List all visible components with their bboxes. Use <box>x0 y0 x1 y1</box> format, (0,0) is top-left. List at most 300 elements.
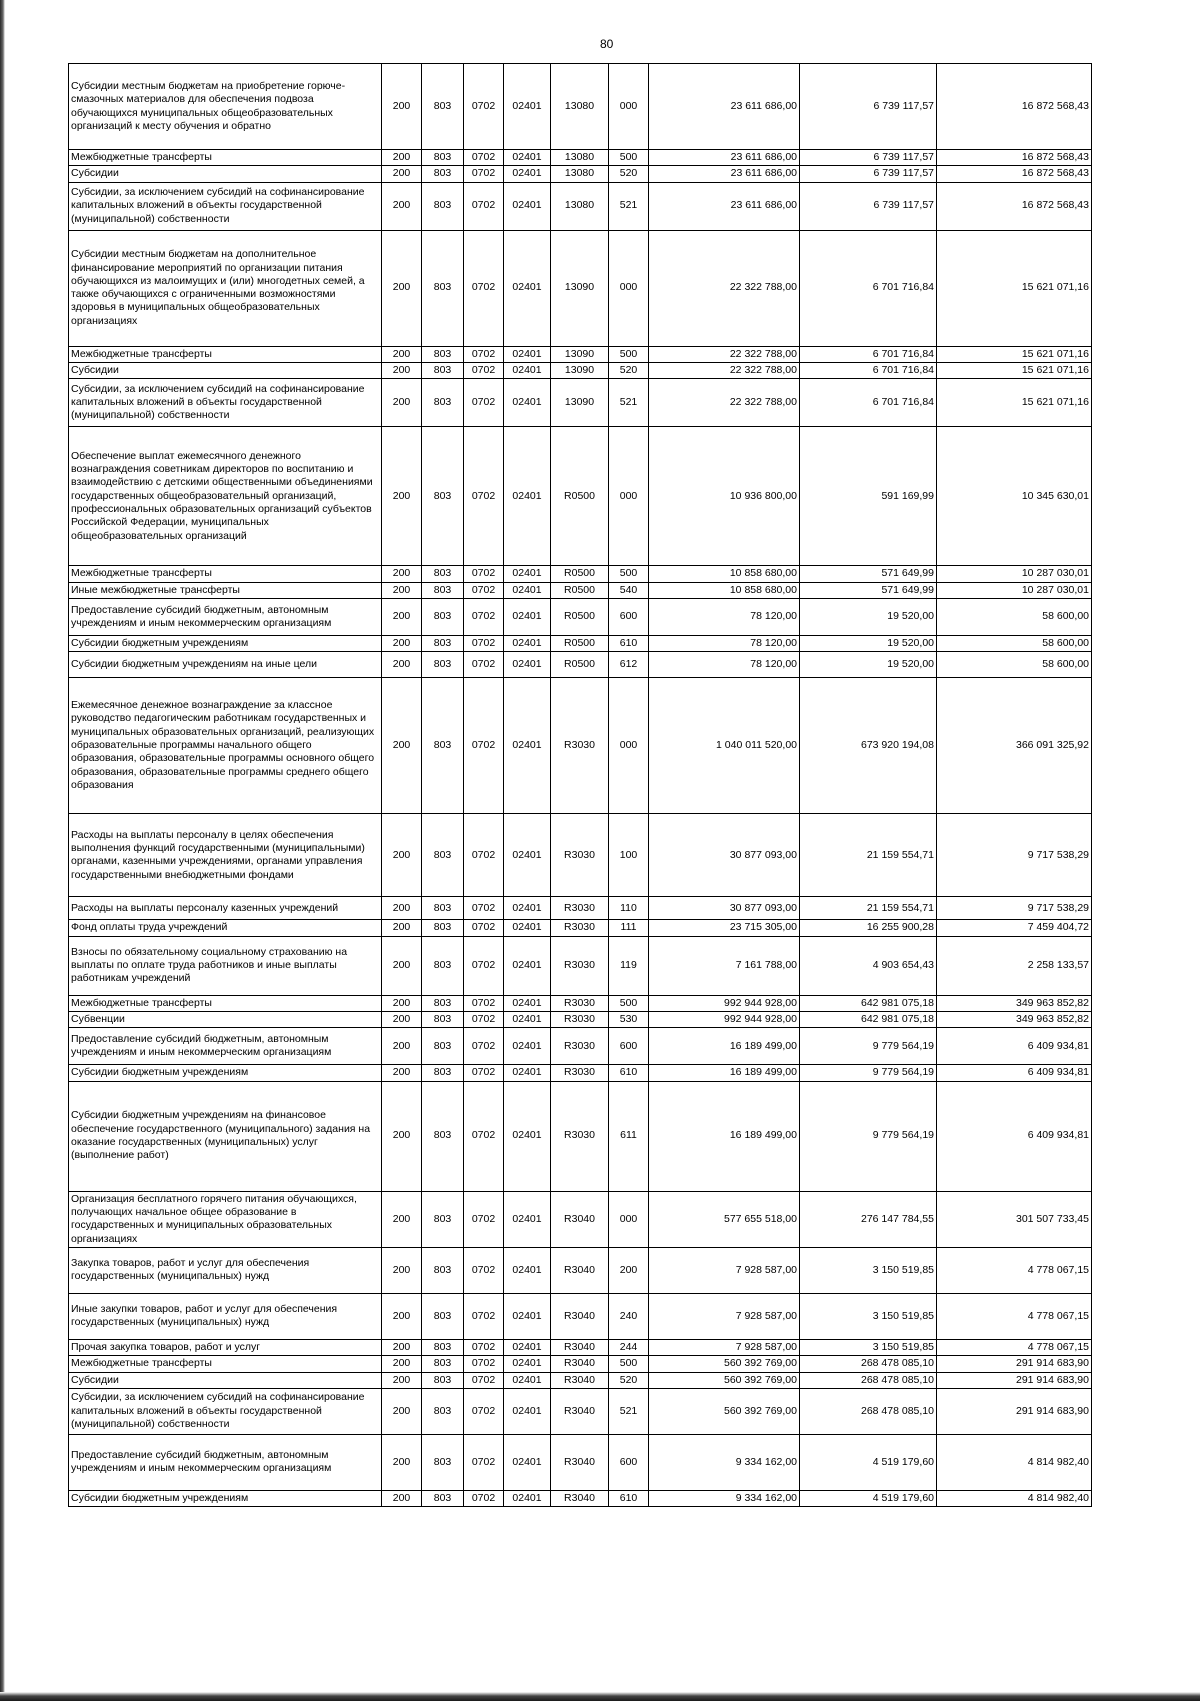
row-vr: 100 <box>609 814 649 897</box>
row-prog: 02401 <box>504 582 551 598</box>
row-rzpr: 0702 <box>464 1191 504 1247</box>
row-rzpr: 0702 <box>464 936 504 995</box>
row-vr: 600 <box>609 1028 649 1065</box>
row-prog: 02401 <box>504 1293 551 1339</box>
row-sum-plan: 23 611 686,00 <box>649 150 800 166</box>
row-vr: 521 <box>609 1388 649 1434</box>
row-dir: R3040 <box>551 1191 609 1247</box>
row-name: Обеспечение выплат ежемесячного денежного вознаграждения советникам директоров по воспитанию и взаимодействию с детскими общественными объединениями государственных общеобразовательный организаций, профессиональных образовательных организаций субъектов Российской Федерации, муниципальных общеобразовательных организаций <box>69 427 382 566</box>
row-sum-exec: 673 920 194,08 <box>800 678 937 814</box>
table-row <box>69 1434 1092 1490</box>
row-sum-plan: 22 322 788,00 <box>649 230 800 346</box>
row-gr: 200 <box>382 814 422 897</box>
row-vr: 500 <box>609 1356 649 1372</box>
table-row <box>69 1490 1092 1506</box>
row-rzpr: 0702 <box>464 1011 504 1027</box>
row-sum-rest: 16 872 568,43 <box>937 64 1092 150</box>
row-name: Взносы по обязательному социальному страхованию на выплаты по оплате труда работников и иные выплаты работникам учреждений <box>69 936 382 995</box>
row-sum-plan: 560 392 769,00 <box>649 1388 800 1434</box>
row-vr: 500 <box>609 150 649 166</box>
row-name: Субсидии бюджетным учреждениям <box>69 635 382 651</box>
row-dir: 13080 <box>551 166 609 182</box>
row-prog: 02401 <box>504 995 551 1011</box>
row-name: Субсидии, за исключением субсидий на софинансирование капитальных вложений в объекты государственной (муниципальной) собственности <box>69 182 382 230</box>
table-row <box>69 1191 1092 1247</box>
row-ved: 803 <box>422 362 464 378</box>
table-row <box>69 379 1092 427</box>
row-gr: 200 <box>382 1028 422 1065</box>
row-vr: 600 <box>609 598 649 635</box>
row-dir: R0500 <box>551 635 609 651</box>
row-name: Межбюджетные трансферты <box>69 995 382 1011</box>
row-name: Организация бесплатного горячего питания обучающихся, получающих начальное общее образование в государственных и муниципальных образовательных организациях <box>69 1191 382 1247</box>
row-vr: 500 <box>609 346 649 362</box>
row-sum-plan: 23 611 686,00 <box>649 182 800 230</box>
row-sum-exec: 268 478 085,10 <box>800 1372 937 1388</box>
table-row <box>69 814 1092 897</box>
row-vr: 530 <box>609 1011 649 1027</box>
row-rzpr: 0702 <box>464 427 504 566</box>
row-gr: 200 <box>382 1191 422 1247</box>
row-name: Фонд оплаты труда учреждений <box>69 920 382 936</box>
row-dir: 13090 <box>551 379 609 427</box>
row-sum-plan: 7 928 587,00 <box>649 1247 800 1293</box>
row-rzpr: 0702 <box>464 182 504 230</box>
table-row <box>69 1081 1092 1191</box>
row-gr: 200 <box>382 1434 422 1490</box>
row-sum-rest: 4 778 067,15 <box>937 1339 1092 1355</box>
row-dir: R0500 <box>551 582 609 598</box>
row-sum-plan: 78 120,00 <box>649 635 800 651</box>
row-sum-rest: 291 914 683,90 <box>937 1372 1092 1388</box>
row-prog: 02401 <box>504 635 551 651</box>
row-sum-exec: 19 520,00 <box>800 598 937 635</box>
row-rzpr: 0702 <box>464 150 504 166</box>
row-name: Расходы на выплаты персоналу в целях обеспечения выполнения функций государственными (муниципальными) органами, казенными учреждениями, органами управления государственными внебюджетными фондами <box>69 814 382 897</box>
row-vr: 240 <box>609 1293 649 1339</box>
row-gr: 200 <box>382 1388 422 1434</box>
row-ved: 803 <box>422 427 464 566</box>
row-gr: 200 <box>382 678 422 814</box>
table-row <box>69 64 1092 150</box>
table-row <box>69 1388 1092 1434</box>
row-dir: R3030 <box>551 897 609 920</box>
row-sum-rest: 7 459 404,72 <box>937 920 1092 936</box>
row-rzpr: 0702 <box>464 362 504 378</box>
row-vr: 111 <box>609 920 649 936</box>
row-name: Предоставление субсидий бюджетным, автономным учреждениям и иным некоммерческим организациям <box>69 1434 382 1490</box>
row-ved: 803 <box>422 598 464 635</box>
row-rzpr: 0702 <box>464 1372 504 1388</box>
row-sum-exec: 6 739 117,57 <box>800 166 937 182</box>
row-sum-plan: 22 322 788,00 <box>649 379 800 427</box>
row-name: Ежемесячное денежное вознаграждение за классное руководство педагогическим работникам государственных и муниципальных образовательных организаций, реализующих образовательные программы начального общего образования, образовательные программы основного общего образования, образовательные программы среднего общего образования <box>69 678 382 814</box>
row-sum-rest: 349 963 852,82 <box>937 995 1092 1011</box>
row-dir: 13090 <box>551 362 609 378</box>
table-body <box>69 64 1092 1507</box>
row-prog: 02401 <box>504 346 551 362</box>
row-vr: 540 <box>609 582 649 598</box>
row-prog: 02401 <box>504 598 551 635</box>
row-sum-exec: 6 701 716,84 <box>800 230 937 346</box>
row-vr: 520 <box>609 1372 649 1388</box>
row-prog: 02401 <box>504 1490 551 1506</box>
row-rzpr: 0702 <box>464 1356 504 1372</box>
row-dir: R3030 <box>551 678 609 814</box>
row-sum-exec: 9 779 564,19 <box>800 1028 937 1065</box>
row-sum-exec: 3 150 519,85 <box>800 1247 937 1293</box>
row-prog: 02401 <box>504 1065 551 1081</box>
table-row <box>69 678 1092 814</box>
row-prog: 02401 <box>504 652 551 678</box>
row-sum-plan: 10 936 800,00 <box>649 427 800 566</box>
row-prog: 02401 <box>504 1247 551 1293</box>
row-dir: R3030 <box>551 995 609 1011</box>
row-ved: 803 <box>422 1011 464 1027</box>
row-ved: 803 <box>422 1356 464 1372</box>
row-ved: 803 <box>422 995 464 1011</box>
row-vr: 520 <box>609 362 649 378</box>
table-row <box>69 1339 1092 1355</box>
row-rzpr: 0702 <box>464 678 504 814</box>
row-sum-rest: 16 872 568,43 <box>937 150 1092 166</box>
row-prog: 02401 <box>504 897 551 920</box>
row-prog: 02401 <box>504 1028 551 1065</box>
table-row <box>69 1372 1092 1388</box>
row-ved: 803 <box>422 1191 464 1247</box>
row-gr: 200 <box>382 635 422 651</box>
table-row <box>69 1356 1092 1372</box>
row-name: Субсидии местным бюджетам на приобретение горюче-смазочных материалов для обеспечения подвоза обучающихся муниципальных общеобразовательных организаций к месту обучения и обратно <box>69 64 382 150</box>
row-rzpr: 0702 <box>464 920 504 936</box>
row-sum-rest: 291 914 683,90 <box>937 1388 1092 1434</box>
row-rzpr: 0702 <box>464 1388 504 1434</box>
row-name: Закупка товаров, работ и услуг для обеспечения государственных (муниципальных) нужд <box>69 1247 382 1293</box>
row-sum-exec: 3 150 519,85 <box>800 1339 937 1355</box>
row-sum-exec: 6 739 117,57 <box>800 182 937 230</box>
row-sum-rest: 9 717 538,29 <box>937 897 1092 920</box>
row-sum-rest: 16 872 568,43 <box>937 166 1092 182</box>
row-ved: 803 <box>422 1081 464 1191</box>
table-row <box>69 182 1092 230</box>
row-vr: 000 <box>609 427 649 566</box>
table-row <box>69 598 1092 635</box>
row-sum-rest: 9 717 538,29 <box>937 814 1092 897</box>
row-sum-rest: 291 914 683,90 <box>937 1356 1092 1372</box>
row-sum-rest: 6 409 934,81 <box>937 1028 1092 1065</box>
row-sum-plan: 992 944 928,00 <box>649 1011 800 1027</box>
row-ved: 803 <box>422 1434 464 1490</box>
row-name: Прочая закупка товаров, работ и услуг <box>69 1339 382 1355</box>
row-name: Иные закупки товаров, работ и услуг для обеспечения государственных (муниципальных) нужд <box>69 1293 382 1339</box>
row-sum-plan: 23 611 686,00 <box>649 64 800 150</box>
table-row <box>69 897 1092 920</box>
budget-table <box>68 63 1092 1507</box>
row-sum-plan: 992 944 928,00 <box>649 995 800 1011</box>
row-name: Субсидии <box>69 166 382 182</box>
row-sum-exec: 16 255 900,28 <box>800 920 937 936</box>
row-prog: 02401 <box>504 566 551 582</box>
row-sum-plan: 9 334 162,00 <box>649 1434 800 1490</box>
row-prog: 02401 <box>504 920 551 936</box>
row-gr: 200 <box>382 379 422 427</box>
table-row <box>69 150 1092 166</box>
row-sum-rest: 15 621 071,16 <box>937 362 1092 378</box>
row-rzpr: 0702 <box>464 897 504 920</box>
row-name: Субсидии <box>69 362 382 378</box>
row-sum-plan: 23 611 686,00 <box>649 166 800 182</box>
row-rzpr: 0702 <box>464 64 504 150</box>
row-sum-plan: 22 322 788,00 <box>649 346 800 362</box>
row-prog: 02401 <box>504 379 551 427</box>
scan-edge-bottom <box>0 1692 1200 1701</box>
row-gr: 200 <box>382 182 422 230</box>
row-rzpr: 0702 <box>464 1081 504 1191</box>
table-row <box>69 230 1092 346</box>
row-ved: 803 <box>422 1065 464 1081</box>
row-sum-rest: 4 814 982,40 <box>937 1490 1092 1506</box>
row-vr: 610 <box>609 1490 649 1506</box>
row-prog: 02401 <box>504 678 551 814</box>
row-rzpr: 0702 <box>464 1339 504 1355</box>
table-row <box>69 427 1092 566</box>
row-sum-plan: 78 120,00 <box>649 598 800 635</box>
row-ved: 803 <box>422 678 464 814</box>
row-sum-plan: 577 655 518,00 <box>649 1191 800 1247</box>
row-gr: 200 <box>382 427 422 566</box>
row-vr: 110 <box>609 897 649 920</box>
row-name: Межбюджетные трансферты <box>69 150 382 166</box>
table-row <box>69 582 1092 598</box>
row-sum-exec: 21 159 554,71 <box>800 814 937 897</box>
row-sum-exec: 4 519 179,60 <box>800 1434 937 1490</box>
row-sum-rest: 301 507 733,45 <box>937 1191 1092 1247</box>
table-row <box>69 936 1092 995</box>
row-prog: 02401 <box>504 166 551 182</box>
row-rzpr: 0702 <box>464 598 504 635</box>
row-vr: 612 <box>609 652 649 678</box>
row-gr: 200 <box>382 920 422 936</box>
row-gr: 200 <box>382 897 422 920</box>
row-sum-exec: 268 478 085,10 <box>800 1388 937 1434</box>
row-ved: 803 <box>422 897 464 920</box>
row-dir: R3030 <box>551 920 609 936</box>
row-sum-rest: 10 287 030,01 <box>937 582 1092 598</box>
row-sum-exec: 6 739 117,57 <box>800 64 937 150</box>
row-name: Предоставление субсидий бюджетным, автономным учреждениям и иным некоммерческим организациям <box>69 598 382 635</box>
row-ved: 803 <box>422 166 464 182</box>
row-rzpr: 0702 <box>464 1490 504 1506</box>
table-row <box>69 1293 1092 1339</box>
row-gr: 200 <box>382 346 422 362</box>
row-name: Предоставление субсидий бюджетным, автономным учреждениям и иным некоммерческим организациям <box>69 1028 382 1065</box>
row-sum-rest: 4 778 067,15 <box>937 1247 1092 1293</box>
row-gr: 200 <box>382 1339 422 1355</box>
row-gr: 200 <box>382 1081 422 1191</box>
row-gr: 200 <box>382 166 422 182</box>
row-name: Субсидии местным бюджетам на дополнительное финансирование мероприятий по организации питания обучающихся из малоимущих и (или) многодетных семей, а также обучающихся с ограниченными возможностями здоровья в муниципальных общеобразовательных организациях <box>69 230 382 346</box>
row-sum-plan: 7 928 587,00 <box>649 1293 800 1339</box>
row-rzpr: 0702 <box>464 346 504 362</box>
row-sum-exec: 4 519 179,60 <box>800 1490 937 1506</box>
row-dir: R3030 <box>551 1081 609 1191</box>
row-sum-exec: 19 520,00 <box>800 635 937 651</box>
row-sum-plan: 10 858 680,00 <box>649 566 800 582</box>
table-row <box>69 362 1092 378</box>
row-ved: 803 <box>422 936 464 995</box>
row-name: Иные межбюджетные трансферты <box>69 582 382 598</box>
row-ved: 803 <box>422 1247 464 1293</box>
row-gr: 200 <box>382 1065 422 1081</box>
row-sum-exec: 6 739 117,57 <box>800 150 937 166</box>
row-sum-rest: 4 814 982,40 <box>937 1434 1092 1490</box>
row-sum-exec: 591 169,99 <box>800 427 937 566</box>
row-gr: 200 <box>382 1293 422 1339</box>
row-ved: 803 <box>422 582 464 598</box>
row-dir: R3030 <box>551 814 609 897</box>
scan-edge-left <box>0 0 5 1701</box>
row-gr: 200 <box>382 598 422 635</box>
row-sum-rest: 10 345 630,01 <box>937 427 1092 566</box>
row-sum-exec: 6 701 716,84 <box>800 379 937 427</box>
row-ved: 803 <box>422 652 464 678</box>
row-sum-plan: 30 877 093,00 <box>649 897 800 920</box>
row-dir: R3030 <box>551 1028 609 1065</box>
row-gr: 200 <box>382 230 422 346</box>
table-row <box>69 652 1092 678</box>
row-ved: 803 <box>422 64 464 150</box>
row-vr: 000 <box>609 64 649 150</box>
row-vr: 611 <box>609 1081 649 1191</box>
row-rzpr: 0702 <box>464 566 504 582</box>
row-vr: 521 <box>609 379 649 427</box>
row-prog: 02401 <box>504 64 551 150</box>
row-name: Субсидии <box>69 1372 382 1388</box>
row-vr: 610 <box>609 1065 649 1081</box>
row-sum-plan: 560 392 769,00 <box>649 1356 800 1372</box>
row-ved: 803 <box>422 635 464 651</box>
table-row <box>69 1028 1092 1065</box>
row-rzpr: 0702 <box>464 1247 504 1293</box>
table-row <box>69 995 1092 1011</box>
row-ved: 803 <box>422 814 464 897</box>
row-sum-rest: 15 621 071,16 <box>937 346 1092 362</box>
row-rzpr: 0702 <box>464 582 504 598</box>
row-dir: R3030 <box>551 1065 609 1081</box>
row-gr: 200 <box>382 64 422 150</box>
row-rzpr: 0702 <box>464 1065 504 1081</box>
row-prog: 02401 <box>504 1339 551 1355</box>
row-name: Межбюджетные трансферты <box>69 566 382 582</box>
row-name: Субсидии бюджетным учреждениям <box>69 1490 382 1506</box>
row-prog: 02401 <box>504 150 551 166</box>
row-gr: 200 <box>382 1011 422 1027</box>
row-prog: 02401 <box>504 182 551 230</box>
row-ved: 803 <box>422 346 464 362</box>
row-sum-plan: 9 334 162,00 <box>649 1490 800 1506</box>
row-sum-plan: 560 392 769,00 <box>649 1372 800 1388</box>
row-sum-rest: 349 963 852,82 <box>937 1011 1092 1027</box>
row-ved: 803 <box>422 1339 464 1355</box>
table-row <box>69 635 1092 651</box>
row-rzpr: 0702 <box>464 1293 504 1339</box>
row-ved: 803 <box>422 379 464 427</box>
row-gr: 200 <box>382 582 422 598</box>
row-sum-exec: 4 903 654,43 <box>800 936 937 995</box>
row-sum-rest: 10 287 030,01 <box>937 566 1092 582</box>
table-row <box>69 346 1092 362</box>
row-sum-exec: 268 478 085,10 <box>800 1356 937 1372</box>
row-dir: R3040 <box>551 1247 609 1293</box>
row-ved: 803 <box>422 566 464 582</box>
row-dir: R3030 <box>551 936 609 995</box>
table-row <box>69 1247 1092 1293</box>
row-prog: 02401 <box>504 427 551 566</box>
row-vr: 244 <box>609 1339 649 1355</box>
row-sum-exec: 642 981 075,18 <box>800 1011 937 1027</box>
row-vr: 520 <box>609 166 649 182</box>
table-row <box>69 166 1092 182</box>
row-prog: 02401 <box>504 1372 551 1388</box>
row-sum-exec: 571 649,99 <box>800 582 937 598</box>
row-rzpr: 0702 <box>464 379 504 427</box>
table-row <box>69 920 1092 936</box>
row-name: Субвенции <box>69 1011 382 1027</box>
row-sum-rest: 58 600,00 <box>937 652 1092 678</box>
row-dir: R0500 <box>551 566 609 582</box>
row-sum-rest: 6 409 934,81 <box>937 1065 1092 1081</box>
row-prog: 02401 <box>504 936 551 995</box>
row-vr: 610 <box>609 635 649 651</box>
row-sum-plan: 30 877 093,00 <box>649 814 800 897</box>
row-sum-plan: 16 189 499,00 <box>649 1065 800 1081</box>
row-rzpr: 0702 <box>464 635 504 651</box>
row-sum-exec: 6 701 716,84 <box>800 362 937 378</box>
row-vr: 500 <box>609 566 649 582</box>
row-gr: 200 <box>382 362 422 378</box>
row-vr: 000 <box>609 230 649 346</box>
row-dir: 13090 <box>551 230 609 346</box>
row-rzpr: 0702 <box>464 814 504 897</box>
row-dir: 13090 <box>551 346 609 362</box>
row-sum-rest: 366 091 325,92 <box>937 678 1092 814</box>
row-dir: R3040 <box>551 1356 609 1372</box>
row-gr: 200 <box>382 1372 422 1388</box>
row-sum-rest: 15 621 071,16 <box>937 230 1092 346</box>
row-dir: 13080 <box>551 182 609 230</box>
row-sum-plan: 1 040 011 520,00 <box>649 678 800 814</box>
row-dir: 13080 <box>551 64 609 150</box>
row-sum-rest: 15 621 071,16 <box>937 379 1092 427</box>
row-sum-plan: 10 858 680,00 <box>649 582 800 598</box>
row-rzpr: 0702 <box>464 652 504 678</box>
row-dir: R0500 <box>551 652 609 678</box>
row-ved: 803 <box>422 1388 464 1434</box>
row-name: Субсидии бюджетным учреждениям <box>69 1065 382 1081</box>
row-rzpr: 0702 <box>464 995 504 1011</box>
row-sum-exec: 9 779 564,19 <box>800 1065 937 1081</box>
row-rzpr: 0702 <box>464 1028 504 1065</box>
row-name: Субсидии, за исключением субсидий на софинансирование капитальных вложений в объекты государственной (муниципальной) собственности <box>69 379 382 427</box>
row-prog: 02401 <box>504 362 551 378</box>
row-ved: 803 <box>422 182 464 230</box>
row-prog: 02401 <box>504 230 551 346</box>
row-prog: 02401 <box>504 1434 551 1490</box>
row-dir: 13080 <box>551 150 609 166</box>
row-prog: 02401 <box>504 1191 551 1247</box>
row-sum-rest: 58 600,00 <box>937 598 1092 635</box>
row-dir: R0500 <box>551 427 609 566</box>
